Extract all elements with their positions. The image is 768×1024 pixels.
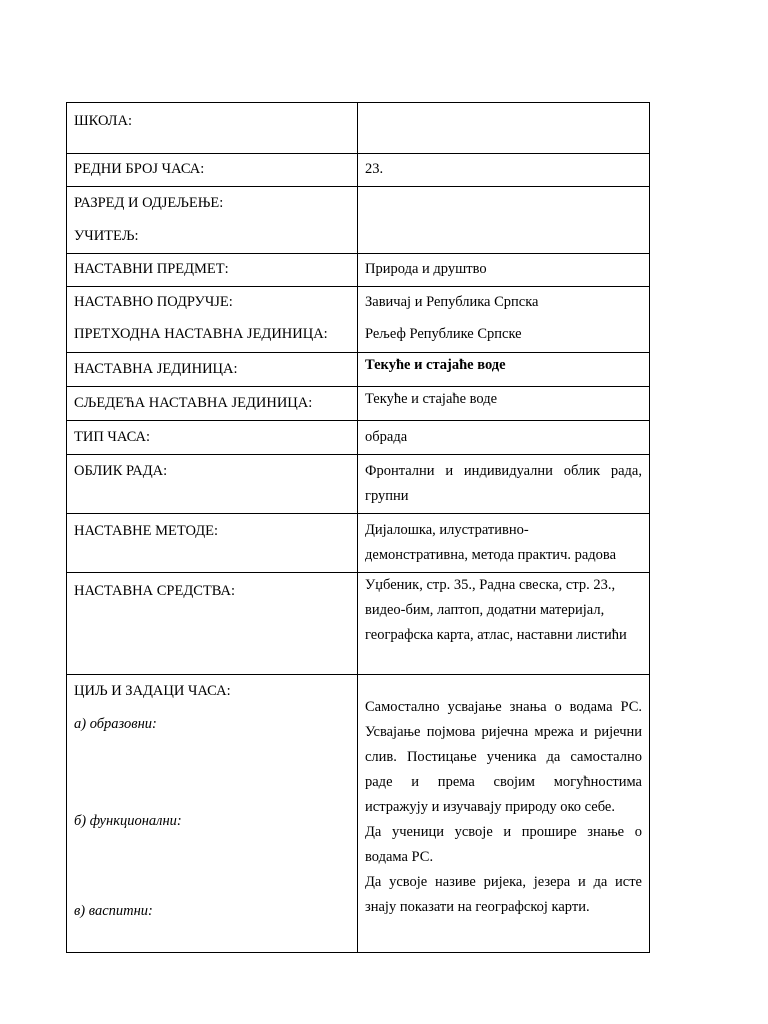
table-row bbox=[67, 353, 650, 387]
class-teacher-label bbox=[67, 187, 358, 254]
methods-line-2: демонстративна, метода практич. радова bbox=[365, 547, 617, 563]
goals-label: ЦИЉ И ЗАДАЦИ ЧАСА: bbox=[74, 683, 231, 699]
form-value: Фронтални и индивидуални облик рада, групни bbox=[358, 455, 650, 514]
type-label: ТИП ЧАСА: bbox=[67, 421, 358, 455]
methods-value bbox=[358, 514, 650, 573]
table-row bbox=[67, 287, 650, 353]
prev-unit-value: Рељеф Републике Српске bbox=[365, 326, 522, 342]
table-row bbox=[67, 387, 650, 421]
lesson-plan-table bbox=[66, 102, 650, 953]
prev-unit-label: ПРЕТХОДНА НАСТАВНА ЈЕДИНИЦА: bbox=[74, 326, 328, 342]
area-label: НАСТАВНО ПОДРУЧЈЕ: bbox=[74, 294, 233, 310]
subject-label: НАСТАВНИ ПРЕДМЕТ: bbox=[67, 254, 358, 287]
goals-educative-label: в) васпитни: bbox=[74, 903, 153, 919]
table-row bbox=[67, 187, 650, 254]
school-label: ШКОЛА: bbox=[67, 103, 358, 154]
table-row bbox=[67, 514, 650, 573]
goals-functional-label: б) функционални: bbox=[74, 813, 182, 829]
goals-educational-value: Самостално усвајање знања о водама РС. Усвајање појмова ријечна мрежа и ријечни слив. Постицање ученика да самостално раде и према својим могућностима истражују и изучавају природу око себе. bbox=[365, 699, 642, 815]
class-label: РАЗРЕД И ОДЈЕЉЕЊЕ: bbox=[74, 195, 224, 211]
goals-functional-value: Да ученици усвоје и прошире знање о водама РС. bbox=[365, 824, 642, 865]
table-row bbox=[67, 154, 650, 187]
methods-line-1: Дијалошка, илустративно- bbox=[365, 522, 529, 538]
goals-value-cell bbox=[358, 675, 650, 953]
resources-label: НАСТАВНА СРЕДСТВА: bbox=[67, 573, 358, 675]
table-row bbox=[67, 573, 650, 675]
goals-educational-label: а) образовни: bbox=[74, 716, 157, 732]
area-prev-value bbox=[358, 287, 650, 353]
table-row bbox=[67, 254, 650, 287]
subject-value: Природа и друштво bbox=[358, 254, 650, 287]
lesson-number-label: РЕДНИ БРОЈ ЧАСА: bbox=[67, 154, 358, 187]
table-row bbox=[67, 675, 650, 953]
resources-value: Уџбеник, стр. 35., Радна свеска, стр. 23., видео-бим, лаптоп, додатни материјал, географска карта, атлас, наставни листићи bbox=[358, 573, 650, 675]
next-unit-label: СЉЕДЕЋА НАСТАВНА ЈЕДИНИЦА: bbox=[67, 387, 358, 421]
unit-value: Текуће и стајаће воде bbox=[358, 353, 650, 387]
table-row bbox=[67, 421, 650, 455]
class-teacher-value bbox=[358, 187, 650, 254]
lesson-number-value: 23. bbox=[358, 154, 650, 187]
methods-label: НАСТАВНЕ МЕТОДЕ: bbox=[67, 514, 358, 573]
area-value: Завичај и Република Српска bbox=[365, 294, 539, 310]
next-unit-value: Текуће и стајаће воде bbox=[358, 387, 650, 421]
table-row bbox=[67, 455, 650, 514]
table-row bbox=[67, 103, 650, 154]
goals-educative-value: Да усвоје називе ријека, језера и да исте знају показати на географској карти. bbox=[365, 874, 642, 915]
type-value: обрада bbox=[358, 421, 650, 455]
teacher-label: УЧИТЕЉ: bbox=[74, 228, 139, 244]
area-prev-label bbox=[67, 287, 358, 353]
goals-label-cell bbox=[67, 675, 358, 953]
unit-label: НАСТАВНА ЈЕДИНИЦА: bbox=[67, 353, 358, 387]
school-value bbox=[358, 103, 650, 154]
form-label: ОБЛИК РАДА: bbox=[67, 455, 358, 514]
